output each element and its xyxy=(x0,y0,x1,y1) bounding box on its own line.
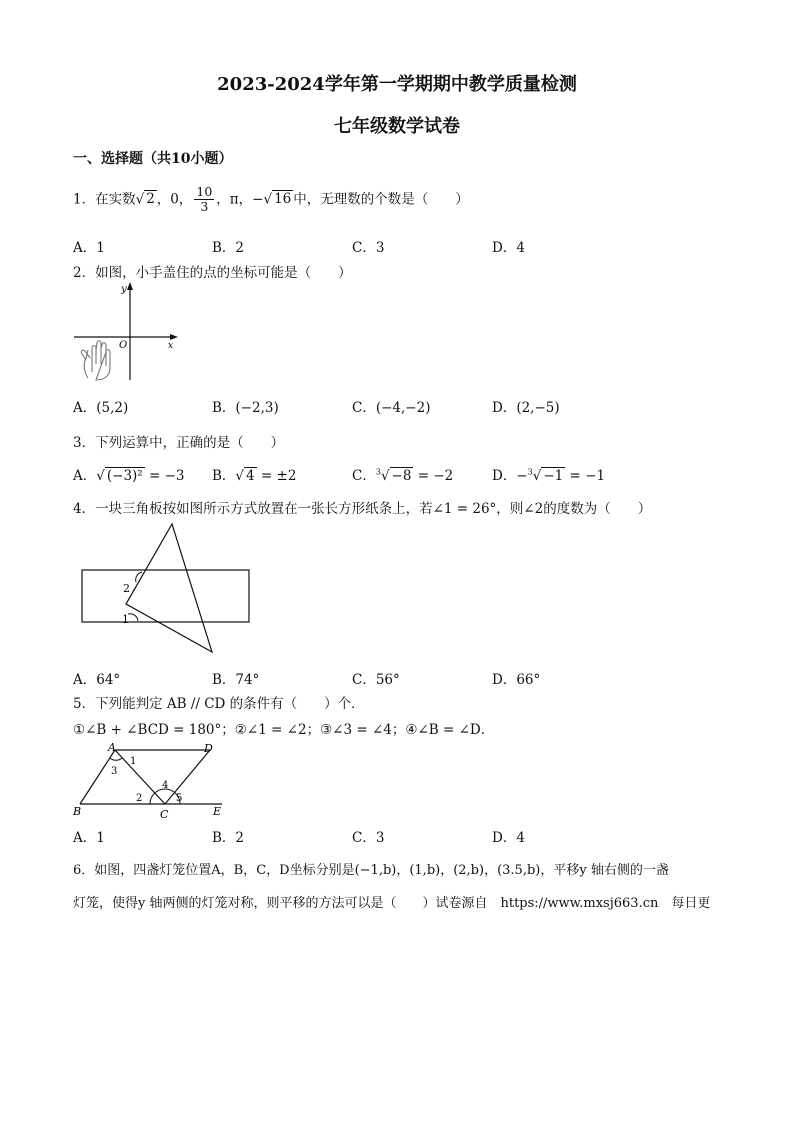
q5-option-a[interactable]: A．1 xyxy=(73,830,105,846)
q1-frac-den: 3 xyxy=(200,199,209,215)
q5-label-4: 4 xyxy=(162,780,169,791)
q3-a-radical: √ xyxy=(96,468,105,484)
q5-conditions: ①∠B + ∠BCD = 180°；②∠1 = ∠2；③∠3 = ∠4；④∠B = ∠D． xyxy=(73,722,495,738)
q2-x-label: x xyxy=(168,341,174,351)
q3-b-radicand: 4 xyxy=(246,468,255,484)
q3-d-index: 3 xyxy=(527,467,533,477)
q4-option-d[interactable]: D．66° xyxy=(492,672,541,688)
q3-d-radical: √ xyxy=(532,468,542,484)
q3-option-b[interactable] xyxy=(212,464,296,484)
question-5: 5．下列能判定 AB // CD 的条件有（ ）个． xyxy=(73,696,365,712)
q3-c-index: 3 xyxy=(375,467,381,477)
q5-label-5: 5 xyxy=(176,793,183,804)
q2-y-arrow xyxy=(127,282,133,290)
question-4: 4．一块三角板按如图所示方式放置在一张长方形纸条上，若∠1 = 26°，则∠2的度数为（ ） xyxy=(73,501,652,517)
q4-triangle xyxy=(126,524,212,652)
q1-option-d[interactable]: D．4 xyxy=(492,240,525,256)
q5-label-c: C xyxy=(160,808,169,820)
q3-b-prefix: B． xyxy=(212,468,236,484)
q3-d-prefix: D．− xyxy=(492,468,528,484)
question-1 xyxy=(73,185,469,215)
q1-radical-sign-2: √ xyxy=(263,191,273,208)
q4-label-2: 2 xyxy=(123,582,130,595)
q1-radical-sign: √ xyxy=(135,191,145,208)
q4-label-1: 1 xyxy=(122,613,129,626)
q3-b-radical: √ xyxy=(235,468,245,484)
q3-c-prefix: C． xyxy=(352,468,376,484)
section-heading: 一、选择题（共10小题） xyxy=(73,151,233,167)
q2-coordinate-figure xyxy=(70,280,190,385)
q5-label-a: A xyxy=(108,741,116,754)
q5-option-c[interactable]: C．3 xyxy=(352,830,385,846)
q4-triangle-figure xyxy=(70,520,260,660)
q3-option-a[interactable] xyxy=(73,464,185,484)
q3-d-result: = −1 xyxy=(565,468,606,484)
q3-b-result: = ±2 xyxy=(256,468,297,484)
q1-sqrt16: 16 xyxy=(274,191,292,208)
q2-option-d[interactable]: D．(2,−5) xyxy=(492,400,560,416)
q3-c-result: = −2 xyxy=(413,468,454,484)
q3-c-radicand: −8 xyxy=(391,468,412,484)
question-6-line2: 灯笼，使得y 轴两侧的灯笼对称，则平移的方法可以是（ ）试卷源自 https://www.mxsj663.cn 每日更 xyxy=(73,896,711,911)
q2-x-arrow xyxy=(170,334,178,340)
hand-icon xyxy=(81,341,110,380)
q1-fraction xyxy=(194,185,214,215)
page-subtitle: 七年级数学试卷 xyxy=(334,116,460,137)
q5-label-1: 1 xyxy=(130,756,137,767)
q1-suffix: 中，无理数的个数是（ ） xyxy=(293,191,469,208)
q4-option-c[interactable]: C．56° xyxy=(352,672,400,688)
q1-part2: ，0， xyxy=(156,191,193,208)
q4-paper-strip xyxy=(82,570,249,622)
q5-option-b[interactable]: B．2 xyxy=(212,830,245,846)
q5-option-d[interactable]: D．4 xyxy=(492,830,525,846)
q1-frac-num: 10 xyxy=(196,184,213,199)
q3-option-c[interactable] xyxy=(352,464,453,484)
q1-sqrt2: 2 xyxy=(146,191,155,208)
q1-option-b[interactable]: B．2 xyxy=(212,240,245,256)
q4-option-b[interactable]: B．74° xyxy=(212,672,260,688)
page-title: 2023-2024学年第一学期期中教学质量检测 xyxy=(217,74,577,95)
q3-c-radical: √ xyxy=(380,468,390,484)
q5-label-d: D xyxy=(204,742,213,755)
q5-label-2: 2 xyxy=(136,793,143,804)
q3-option-d[interactable] xyxy=(492,464,605,484)
q1-option-c[interactable]: C．3 xyxy=(352,240,385,256)
q1-prefix: 1．在实数 xyxy=(73,191,136,208)
q3-a-radicand: (−3)² xyxy=(106,468,143,484)
q5-parallelogram-figure xyxy=(70,740,230,820)
q2-y-label: y xyxy=(121,284,127,295)
question-3: 3．下列运算中，正确的是（ ） xyxy=(73,435,285,451)
q3-a-result: = −3 xyxy=(144,468,185,484)
q4-option-a[interactable]: A．64° xyxy=(73,672,121,688)
q4-angle1-arc xyxy=(128,614,138,621)
q2-option-a[interactable]: A．(5,2) xyxy=(73,400,129,416)
q1-option-a[interactable]: A．1 xyxy=(73,240,105,256)
q5-label-e: E xyxy=(213,805,222,818)
q2-option-c[interactable]: C．(−4,−2) xyxy=(352,400,431,416)
q2-option-b[interactable]: B．(−2,3) xyxy=(212,400,279,416)
question-2: 2．如图，小手盖住的点的坐标可能是（ ） xyxy=(73,265,352,281)
q5-label-3: 3 xyxy=(111,766,118,777)
q2-origin-label: O xyxy=(119,340,128,351)
q3-a-prefix: A． xyxy=(73,468,97,484)
q5-label-b: B xyxy=(73,805,82,818)
q3-d-radicand: −1 xyxy=(543,468,564,484)
q1-part3: ，π，− xyxy=(216,191,264,208)
question-6-line1: 6．如图，四盏灯笼位置A，B，C，D坐标分别是(−1,b)，(1,b)，(2,b)，(3.5,b)，平移y 轴右侧的一盏 xyxy=(73,863,669,878)
